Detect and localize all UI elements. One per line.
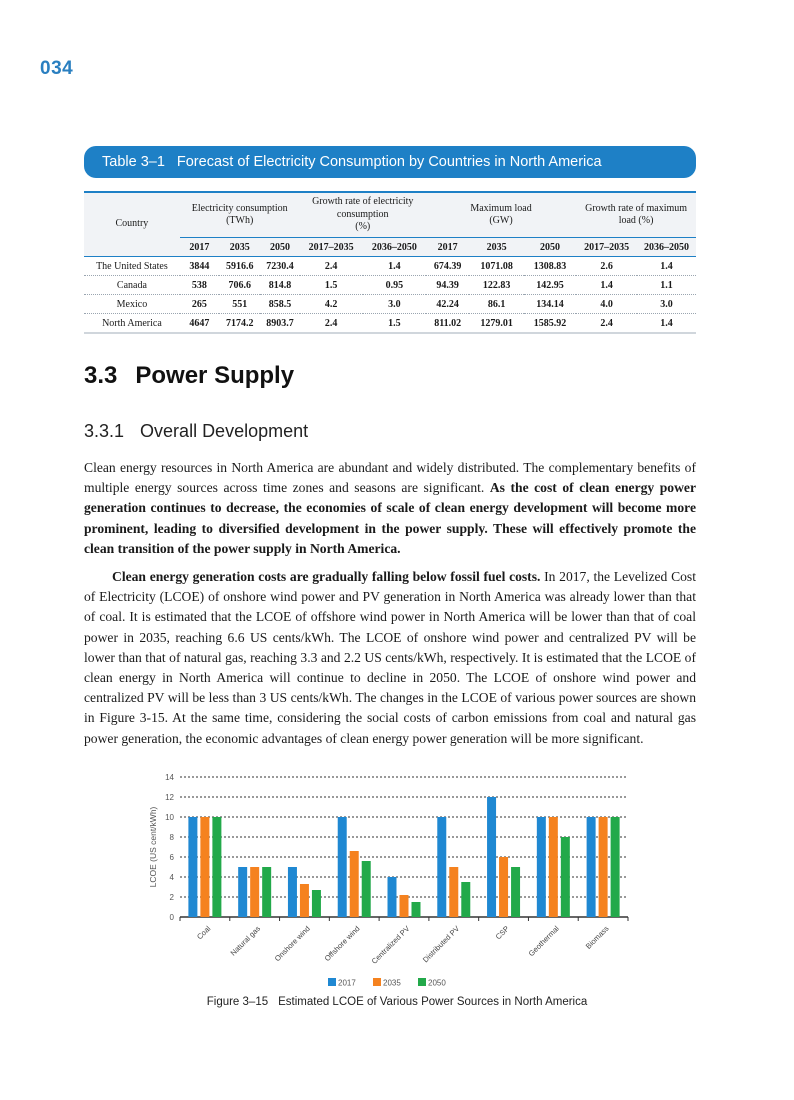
header-country: Country — [115, 218, 149, 230]
header-year: 2035 — [219, 238, 260, 257]
value-cell: 1.5 — [300, 276, 363, 295]
header-year: 2017 — [180, 238, 219, 257]
value-cell: 551 — [219, 295, 260, 314]
country-cell: Mexico — [84, 295, 180, 314]
x-tick-label: Biomass — [583, 924, 611, 951]
legend-label: 2050 — [428, 978, 446, 988]
bar — [238, 867, 247, 917]
bar — [587, 817, 596, 917]
value-cell: 814.8 — [260, 276, 299, 295]
value-cell: 4.2 — [300, 295, 363, 314]
value-cell: 1071.08 — [469, 257, 523, 276]
country-cell: North America — [84, 314, 180, 334]
value-cell: 7230.4 — [260, 257, 299, 276]
bar — [449, 867, 458, 917]
value-cell: 3.0 — [363, 295, 426, 314]
value-cell: 2.4 — [300, 257, 363, 276]
value-cell: 858.5 — [260, 295, 299, 314]
value-cell: 1.1 — [637, 276, 696, 295]
value-cell: 134.14 — [524, 295, 576, 314]
bar — [412, 902, 421, 917]
value-cell: 122.83 — [469, 276, 523, 295]
bar — [362, 861, 371, 917]
country-cell: Canada — [84, 276, 180, 295]
table-title-banner — [84, 146, 696, 178]
header-year: 2017 — [426, 238, 470, 257]
legend-swatch — [328, 978, 336, 986]
x-tick-label: Onshore wind — [272, 924, 312, 964]
header-year: 2036–2050 — [637, 238, 696, 257]
bar — [188, 817, 197, 917]
table-row — [84, 257, 696, 276]
figure-caption: Figure 3–15 Estimated LCOE of Various Power Sources in North America — [206, 996, 588, 1008]
value-cell: 0.95 — [363, 276, 426, 295]
y-tick-label: 8 — [169, 833, 174, 842]
value-cell: 1.4 — [363, 257, 426, 276]
bar — [461, 882, 470, 917]
header-year: 2035 — [469, 238, 523, 257]
page-number: 034 — [40, 58, 74, 79]
x-tick-label: Natural gas — [228, 924, 263, 958]
value-cell: 8903.7 — [260, 314, 299, 334]
x-tick-label: Geothermal — [526, 924, 561, 959]
bar — [338, 817, 347, 917]
value-cell: 5916.6 — [219, 257, 260, 276]
value-cell: 42.24 — [426, 295, 470, 314]
header-group-consumption: Electricity consumption (TWh) — [191, 202, 288, 226]
value-cell: 3.0 — [637, 295, 696, 314]
legend-swatch — [418, 978, 426, 986]
value-cell: 1308.83 — [524, 257, 576, 276]
value-cell: 1.4 — [637, 257, 696, 276]
bar — [537, 817, 546, 917]
x-tick-label: Distributed PV — [420, 924, 462, 965]
x-tick-label: CSP — [493, 924, 511, 942]
value-cell: 1.4 — [576, 276, 637, 295]
value-cell: 94.39 — [426, 276, 470, 295]
value-cell: 2.4 — [300, 314, 363, 334]
value-cell: 7174.2 — [219, 314, 260, 334]
y-tick-label: 10 — [165, 813, 174, 822]
value-cell: 1585.92 — [524, 314, 576, 334]
y-tick-label: 14 — [165, 773, 174, 782]
x-tick-label: Coal — [195, 924, 213, 942]
y-axis-label: LCOE (US cent/kWh) — [148, 806, 158, 888]
table-label: Table 3–1 — [102, 154, 165, 170]
y-tick-label: 6 — [169, 853, 174, 862]
y-tick-label: 12 — [165, 793, 174, 802]
bar — [437, 817, 446, 917]
subsection-heading: 3.3.1 Overall Development — [84, 421, 309, 441]
section-heading: 3.3 Power Supply — [84, 362, 295, 389]
y-tick-label: 0 — [169, 913, 174, 922]
x-tick-label: Offshore wind — [322, 924, 362, 964]
header-year: 2050 — [260, 238, 299, 257]
y-tick-label: 4 — [169, 873, 174, 882]
value-cell: 4.0 — [576, 295, 637, 314]
paragraph-1: Clean energy resources in North America are abundant and widely distributed. The complementary benefits of multiple energy sources across time zones and seasons are significant. As the cost of clean energy power generation continues to decrease, the economies of scale of clean energy development will become more prominent, leading to diversified development in the power supply. These will effectively promote the clean transition of the power supply in North America. — [84, 460, 696, 556]
bar — [388, 877, 397, 917]
bar — [611, 817, 620, 917]
bar — [300, 884, 309, 917]
header-group-load-growth: Growth rate of maximum load (%) — [585, 202, 688, 226]
bar — [561, 837, 570, 917]
bar — [312, 890, 321, 917]
bar — [499, 857, 508, 917]
bar — [200, 817, 209, 917]
value-cell: 1.4 — [637, 314, 696, 334]
legend-label: 2035 — [383, 978, 401, 988]
bar — [212, 817, 221, 917]
table-row — [84, 276, 696, 295]
electricity-forecast-table — [84, 191, 696, 334]
header-year: 2050 — [524, 238, 576, 257]
bar — [350, 851, 359, 917]
header-year: 2017–2035 — [300, 238, 363, 257]
bar — [549, 817, 558, 917]
x-tick-label: Centralized PV — [369, 924, 412, 966]
value-cell: 265 — [180, 295, 219, 314]
header-group-max-load: Maximum load (GW) — [470, 202, 532, 226]
value-cell: 4647 — [180, 314, 219, 334]
value-cell: 3844 — [180, 257, 219, 276]
bar — [487, 797, 496, 917]
value-cell: 811.02 — [426, 314, 470, 334]
table-row — [84, 314, 696, 334]
legend-swatch — [373, 978, 381, 986]
bar — [400, 895, 409, 917]
value-cell: 538 — [180, 276, 219, 295]
bar — [250, 867, 259, 917]
value-cell: 674.39 — [426, 257, 470, 276]
value-cell: 86.1 — [469, 295, 523, 314]
header-year: 2036–2050 — [363, 238, 426, 257]
bar — [599, 817, 608, 917]
bar — [511, 867, 520, 917]
y-tick-label: 2 — [169, 893, 174, 902]
header-year: 2017–2035 — [576, 238, 637, 257]
bar — [262, 867, 271, 917]
value-cell: 706.6 — [219, 276, 260, 295]
lcoe-bar-chart — [140, 770, 640, 990]
value-cell: 1.5 — [363, 314, 426, 334]
header-group-consumption-growth: Growth rate of electricity consumption (%) — [312, 196, 414, 233]
country-cell: The United States — [84, 257, 180, 276]
table-row — [84, 295, 696, 314]
paragraph-2: Clean energy generation costs are gradually falling below fossil fuel costs. In 2017, the Levelized Cost of Electricity (LCOE) of onshore wind power and PV generation in North America was already lower than that of coal. It is estimated that the LCOE of offshore wind power in North America will be lower than that of coal power in 2035, reaching 6.6 US cents/kWh. The LCOE of onshore wind power and centralized PV will be lower than that of natural gas, reaching 3.3 and 2.2 US cents/kWh, respectively. It is estimated that the LCOE of clean energy in North America will continue to decline in 2050. The LCOE of onshore wind power and centralized PV will be less than 3 US cents/kWh. The changes in the LCOE of various power sources are shown in Figure 3-15. At the same time, considering the social costs of carbon emissions from coal and natural gas power generation, the economic advantages of clean energy power generation will be more significant. — [84, 569, 696, 746]
table-title: Forecast of Electricity Consumption by Countries in North America — [176, 154, 602, 170]
value-cell: 1279.01 — [469, 314, 523, 334]
value-cell: 2.4 — [576, 314, 637, 334]
legend-label: 2017 — [338, 978, 356, 988]
bar — [288, 867, 297, 917]
value-cell: 2.6 — [576, 257, 637, 276]
value-cell: 142.95 — [524, 276, 576, 295]
